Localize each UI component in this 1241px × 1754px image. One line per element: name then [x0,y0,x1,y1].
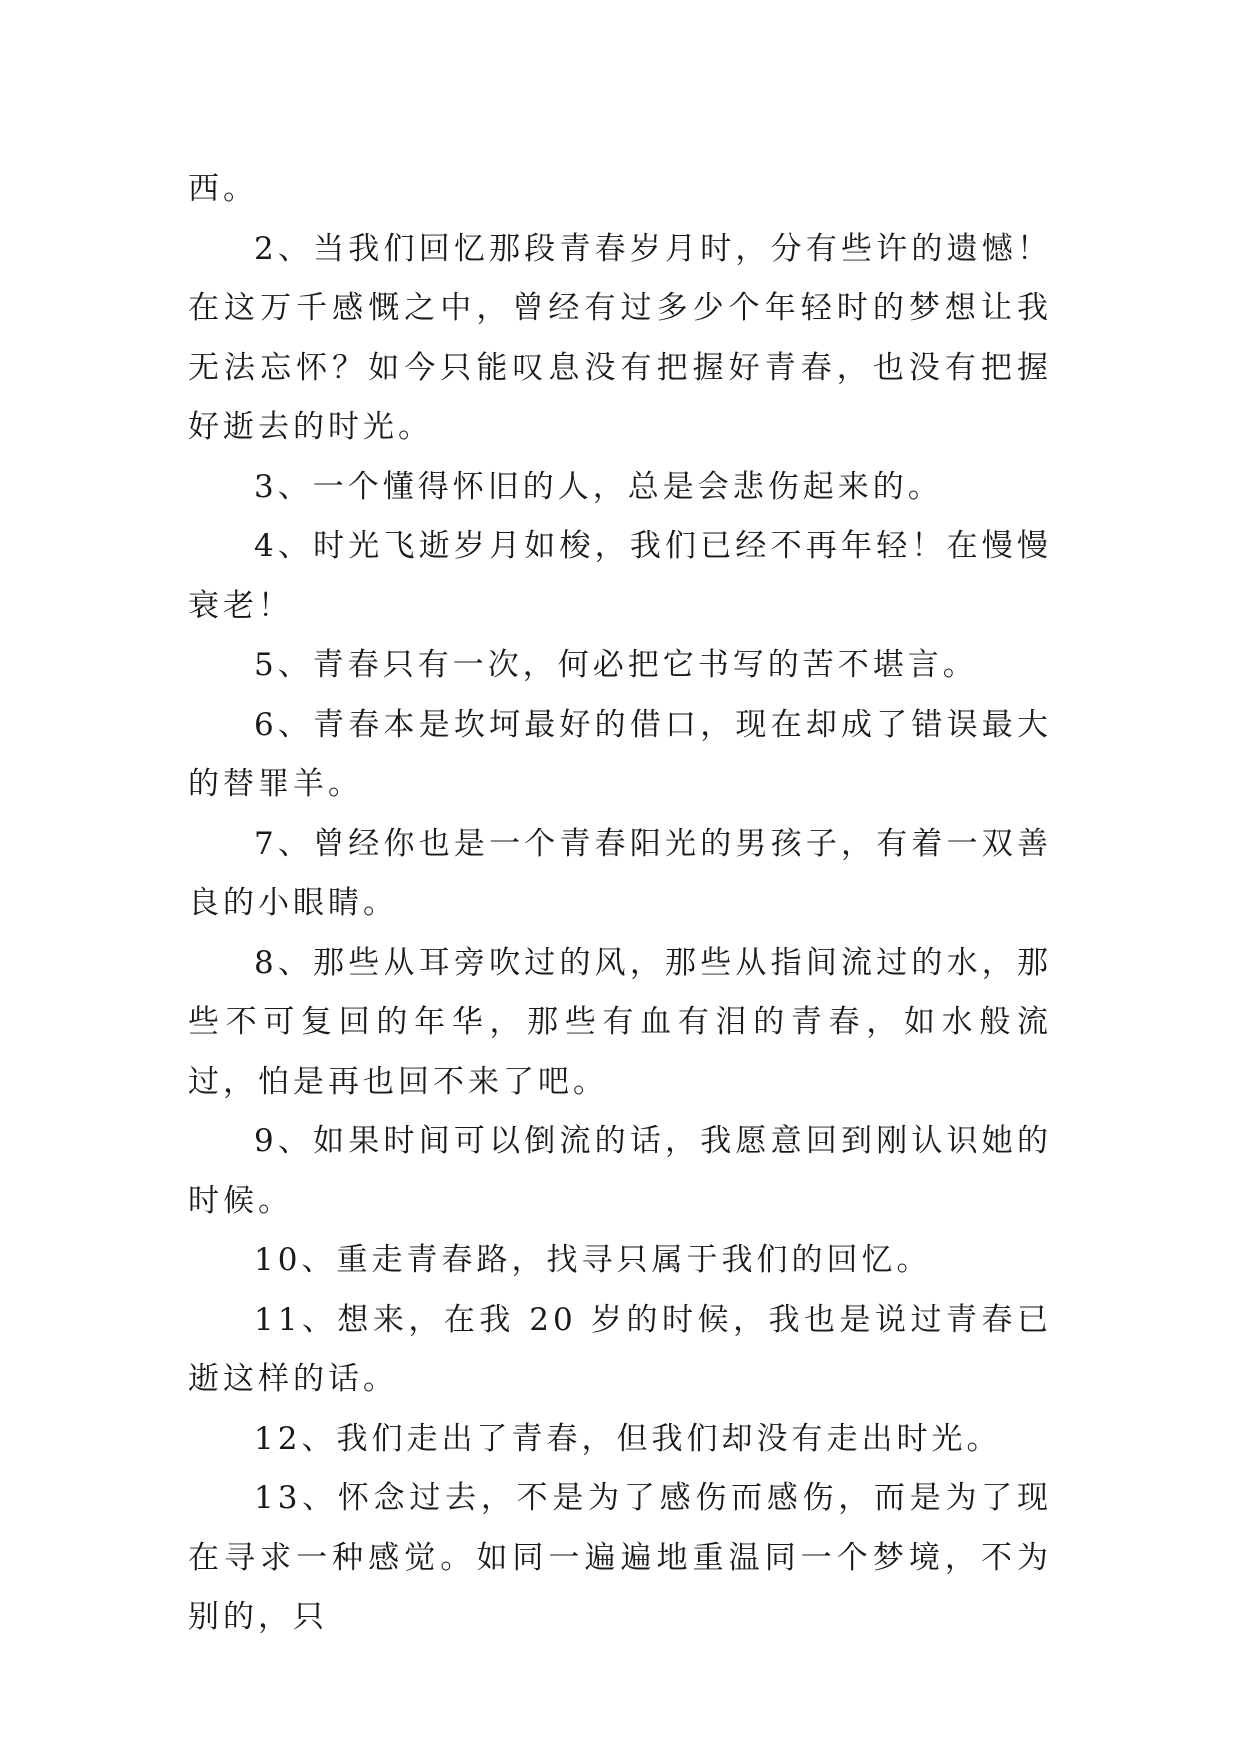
paragraph: 6、青春本是坎坷最好的借口，现在却成了错误最大的替罪羊。 [188,706,1052,802]
paragraph: 9、如果时间可以倒流的话，我愿意回到刚认识她的时候。 [188,1123,1052,1219]
paragraph: 4、时光飞逝岁月如梭，我们已经不再年轻！在慢慢衰老！ [188,528,1052,624]
paragraph: 5、青春只有一次，何必把它书写的苦不堪言。 [254,647,978,683]
paragraph: 13、怀念过去，不是为了感伤而感伤，而是为了现在寻求一种感觉。如同一遍遍地重温同一个梦境，不为别的，只 [188,1480,1052,1635]
paragraph: 7、曾经你也是一个青春阳光的男孩子，有着一双善良的小眼睛。 [188,825,1052,921]
paragraph: 2、当我们回忆那段青春岁月时，分有些许的遗憾！在这万千感慨之中，曾经有过多少个年轻时的梦想让我无法忘怀？如今只能叹息没有把握好青春，也没有把握好逝去的时光。 [188,230,1052,445]
paragraph: 11、想来，在我 20 岁的时候，我也是说过青春已逝这样的话。 [188,1301,1052,1397]
paragraph: 8、那些从耳旁吹过的风，那些从指间流过的水，那些不可复回的年华，那些有血有泪的青春，如水般流过，怕是再也回不来了吧。 [188,944,1052,1100]
paragraph: 10、重走青春路，找寻只属于我们的回忆。 [254,1242,932,1278]
paragraph: 3、一个懂得怀旧的人，总是会悲伤起来的。 [254,468,943,505]
document-body [188,160,1052,1648]
paragraph: 西。 [188,171,258,207]
paragraph: 12、我们走出了青春，但我们却没有走出时光。 [254,1420,1002,1457]
